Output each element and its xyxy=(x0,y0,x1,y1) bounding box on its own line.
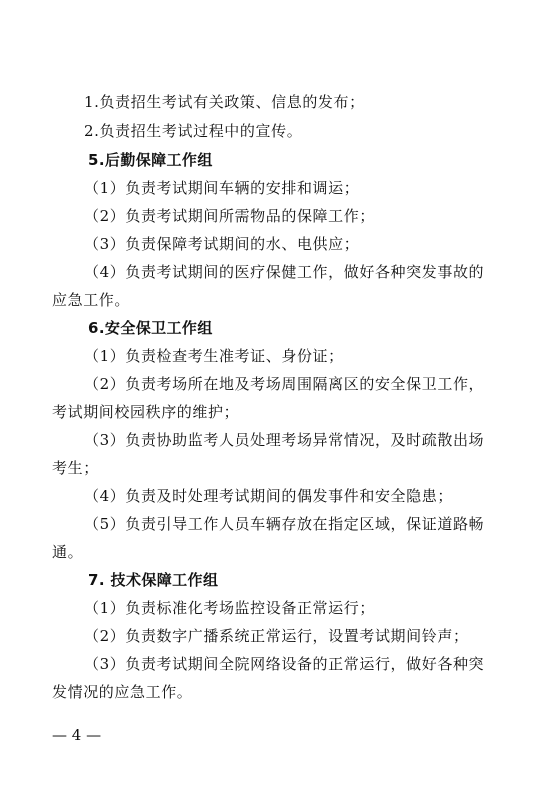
logistics-item-4-continued: 应急工作。 xyxy=(52,291,131,309)
item-1-policy-release: 1.负责招生考试有关政策、信息的发布； xyxy=(84,93,365,111)
logistics-item-3: （3）负责保障考试期间的水、电供应； xyxy=(84,235,360,253)
technical-item-3-continued: 发情况的应急工作。 xyxy=(52,683,193,701)
section-heading-technical: 7. 技术保障工作组 xyxy=(88,571,219,589)
security-item-2: （2）负责考场所在地及考场周围隔离区的安全保卫工作， xyxy=(84,375,485,393)
logistics-item-1: （1）负责考试期间车辆的安排和调运； xyxy=(84,179,360,197)
security-item-2-continued: 考试期间校园秩序的维护； xyxy=(52,403,240,421)
item-2-publicity: 2.负责招生考试过程中的宣传。 xyxy=(84,122,303,140)
security-item-4: （4）负责及时处理考试期间的偶发事件和安全隐患； xyxy=(84,487,453,505)
security-item-5-continued: 通。 xyxy=(52,543,84,561)
page-number: — 4 — xyxy=(52,726,102,744)
logistics-item-4: （4）负责考试期间的医疗保健工作，做好各种突发事故的 xyxy=(84,263,485,281)
security-item-5: （5）负责引导工作人员车辆存放在指定区域，保证道路畅 xyxy=(84,515,485,533)
logistics-item-2: （2）负责考试期间所需物品的保障工作； xyxy=(84,207,375,225)
security-item-3: （3）负责协助监考人员处理考场异常情况，及时疏散出场 xyxy=(84,431,485,449)
technical-item-3: （3）负责考试期间全院网络设备的正常运行，做好各种突 xyxy=(84,655,485,673)
security-item-1: （1）负责检查考生准考证、身份证； xyxy=(84,347,344,365)
technical-item-1: （1）负责标准化考场监控设备正常运行； xyxy=(84,599,375,617)
security-item-3-continued: 考生； xyxy=(52,459,99,477)
section-heading-logistics: 5.后勤保障工作组 xyxy=(88,151,213,169)
section-heading-security: 6.安全保卫工作组 xyxy=(88,319,213,337)
technical-item-2: （2）负责数字广播系统正常运行，设置考试期间铃声； xyxy=(84,627,469,645)
